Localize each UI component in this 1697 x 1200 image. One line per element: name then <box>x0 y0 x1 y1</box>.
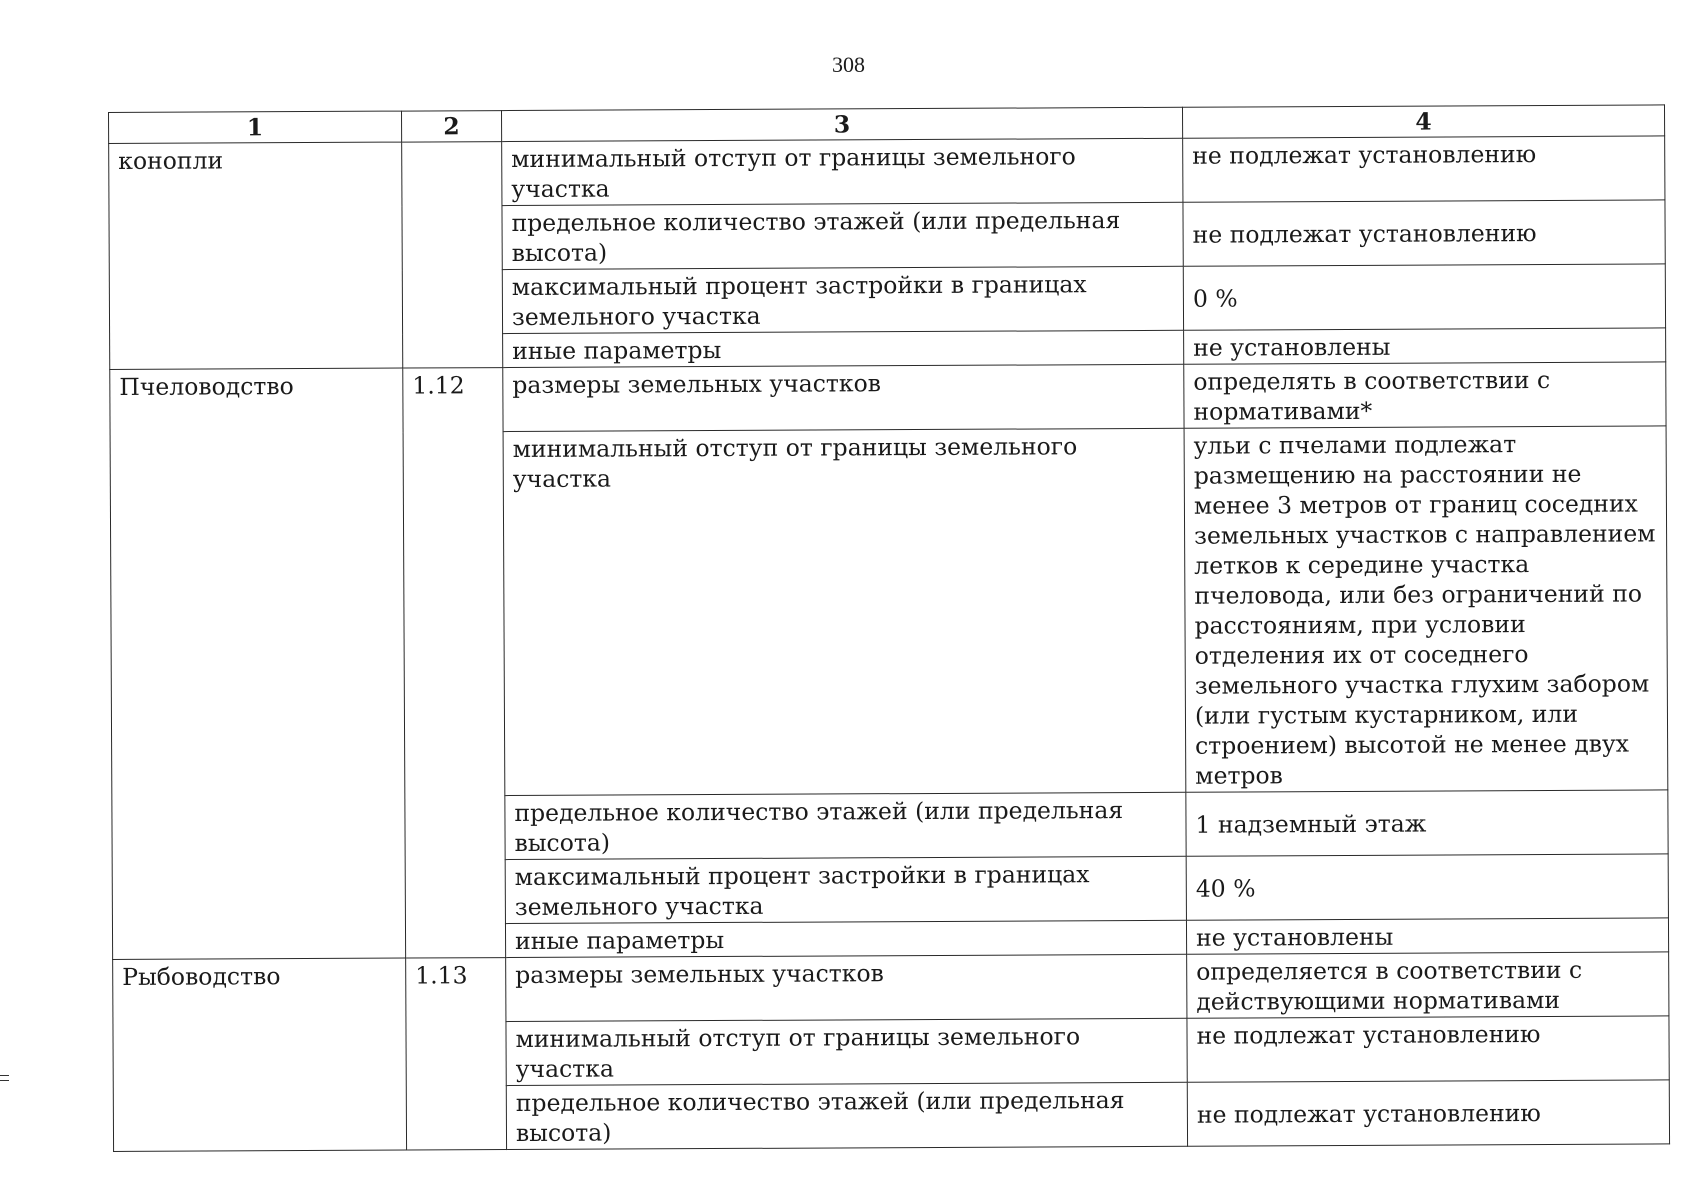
parameter-value: 40 % <box>1186 854 1668 920</box>
column-header-4: 4 <box>1182 105 1664 138</box>
parameter-value: определять в соответствии с нормативами* <box>1184 362 1666 428</box>
parameter-name: иные параметры <box>505 920 1186 957</box>
parameter-value: ульи с пчелами подлежат размещению на расстоянии не менее 3 метров от границ соседних земельных участков с направлением летков к середине участка пчеловода, или без ограничений по расстояниям, при условии отделения их от соседнего земельного участка глухим забором (или густым кустарником, или строением) высотой не менее двух метров <box>1184 426 1668 792</box>
parameter-name: минимальный отступ от границы земельного участка <box>502 138 1183 205</box>
parameter-value: не подлежат установлению <box>1183 136 1665 202</box>
land-use-name: Рыбоводство <box>113 958 407 1151</box>
land-use-code <box>402 142 503 368</box>
table-row <box>113 952 1669 1024</box>
parameter-name: предельное количество этажей (или предельная высота) <box>502 202 1183 269</box>
column-header-2: 2 <box>401 111 501 142</box>
parameter-name: предельное количество этажей (или предельная высота) <box>505 792 1186 859</box>
parameter-name: максимальный процент застройки в границах земельного участка <box>502 266 1183 333</box>
land-use-code: 1.12 <box>403 368 506 958</box>
land-use-code: 1.13 <box>406 958 507 1150</box>
parameter-name: максимальный процент застройки в границах земельного участка <box>505 856 1186 923</box>
parameter-value: не установлены <box>1184 328 1666 364</box>
column-header-3: 3 <box>501 107 1182 141</box>
parameter-name: размеры земельных участков <box>503 364 1184 431</box>
parameter-value: 1 надземный этаж <box>1186 790 1668 856</box>
table-row <box>110 362 1666 434</box>
parameter-name: иные параметры <box>503 330 1184 367</box>
page-number: 308 <box>832 52 865 77</box>
parameter-value: определяется в соответствии с действующими нормативами <box>1187 952 1669 1018</box>
land-use-name: конопли <box>109 142 403 369</box>
land-use-parameters-table <box>108 104 1670 1152</box>
parameter-value: не установлены <box>1186 918 1668 954</box>
parameter-value: не подлежат установлению <box>1187 1016 1669 1082</box>
scan-edge-mark <box>0 1075 9 1081</box>
table-row <box>109 136 1665 208</box>
column-header-1: 1 <box>109 111 402 143</box>
parameter-value: 0 % <box>1183 264 1665 330</box>
parameter-name: минимальный отступ от границы земельного участка <box>506 1018 1187 1085</box>
parameter-value: не подлежат установлению <box>1183 200 1665 266</box>
parameter-name: минимальный отступ от границы земельного участка <box>503 428 1186 795</box>
land-use-name: Пчеловодство <box>110 368 406 959</box>
parameter-name: размеры земельных участков <box>506 954 1187 1021</box>
parameter-value: не подлежат установлению <box>1187 1080 1669 1146</box>
parameter-name: предельное количество этажей (или предельная высота) <box>506 1082 1187 1149</box>
